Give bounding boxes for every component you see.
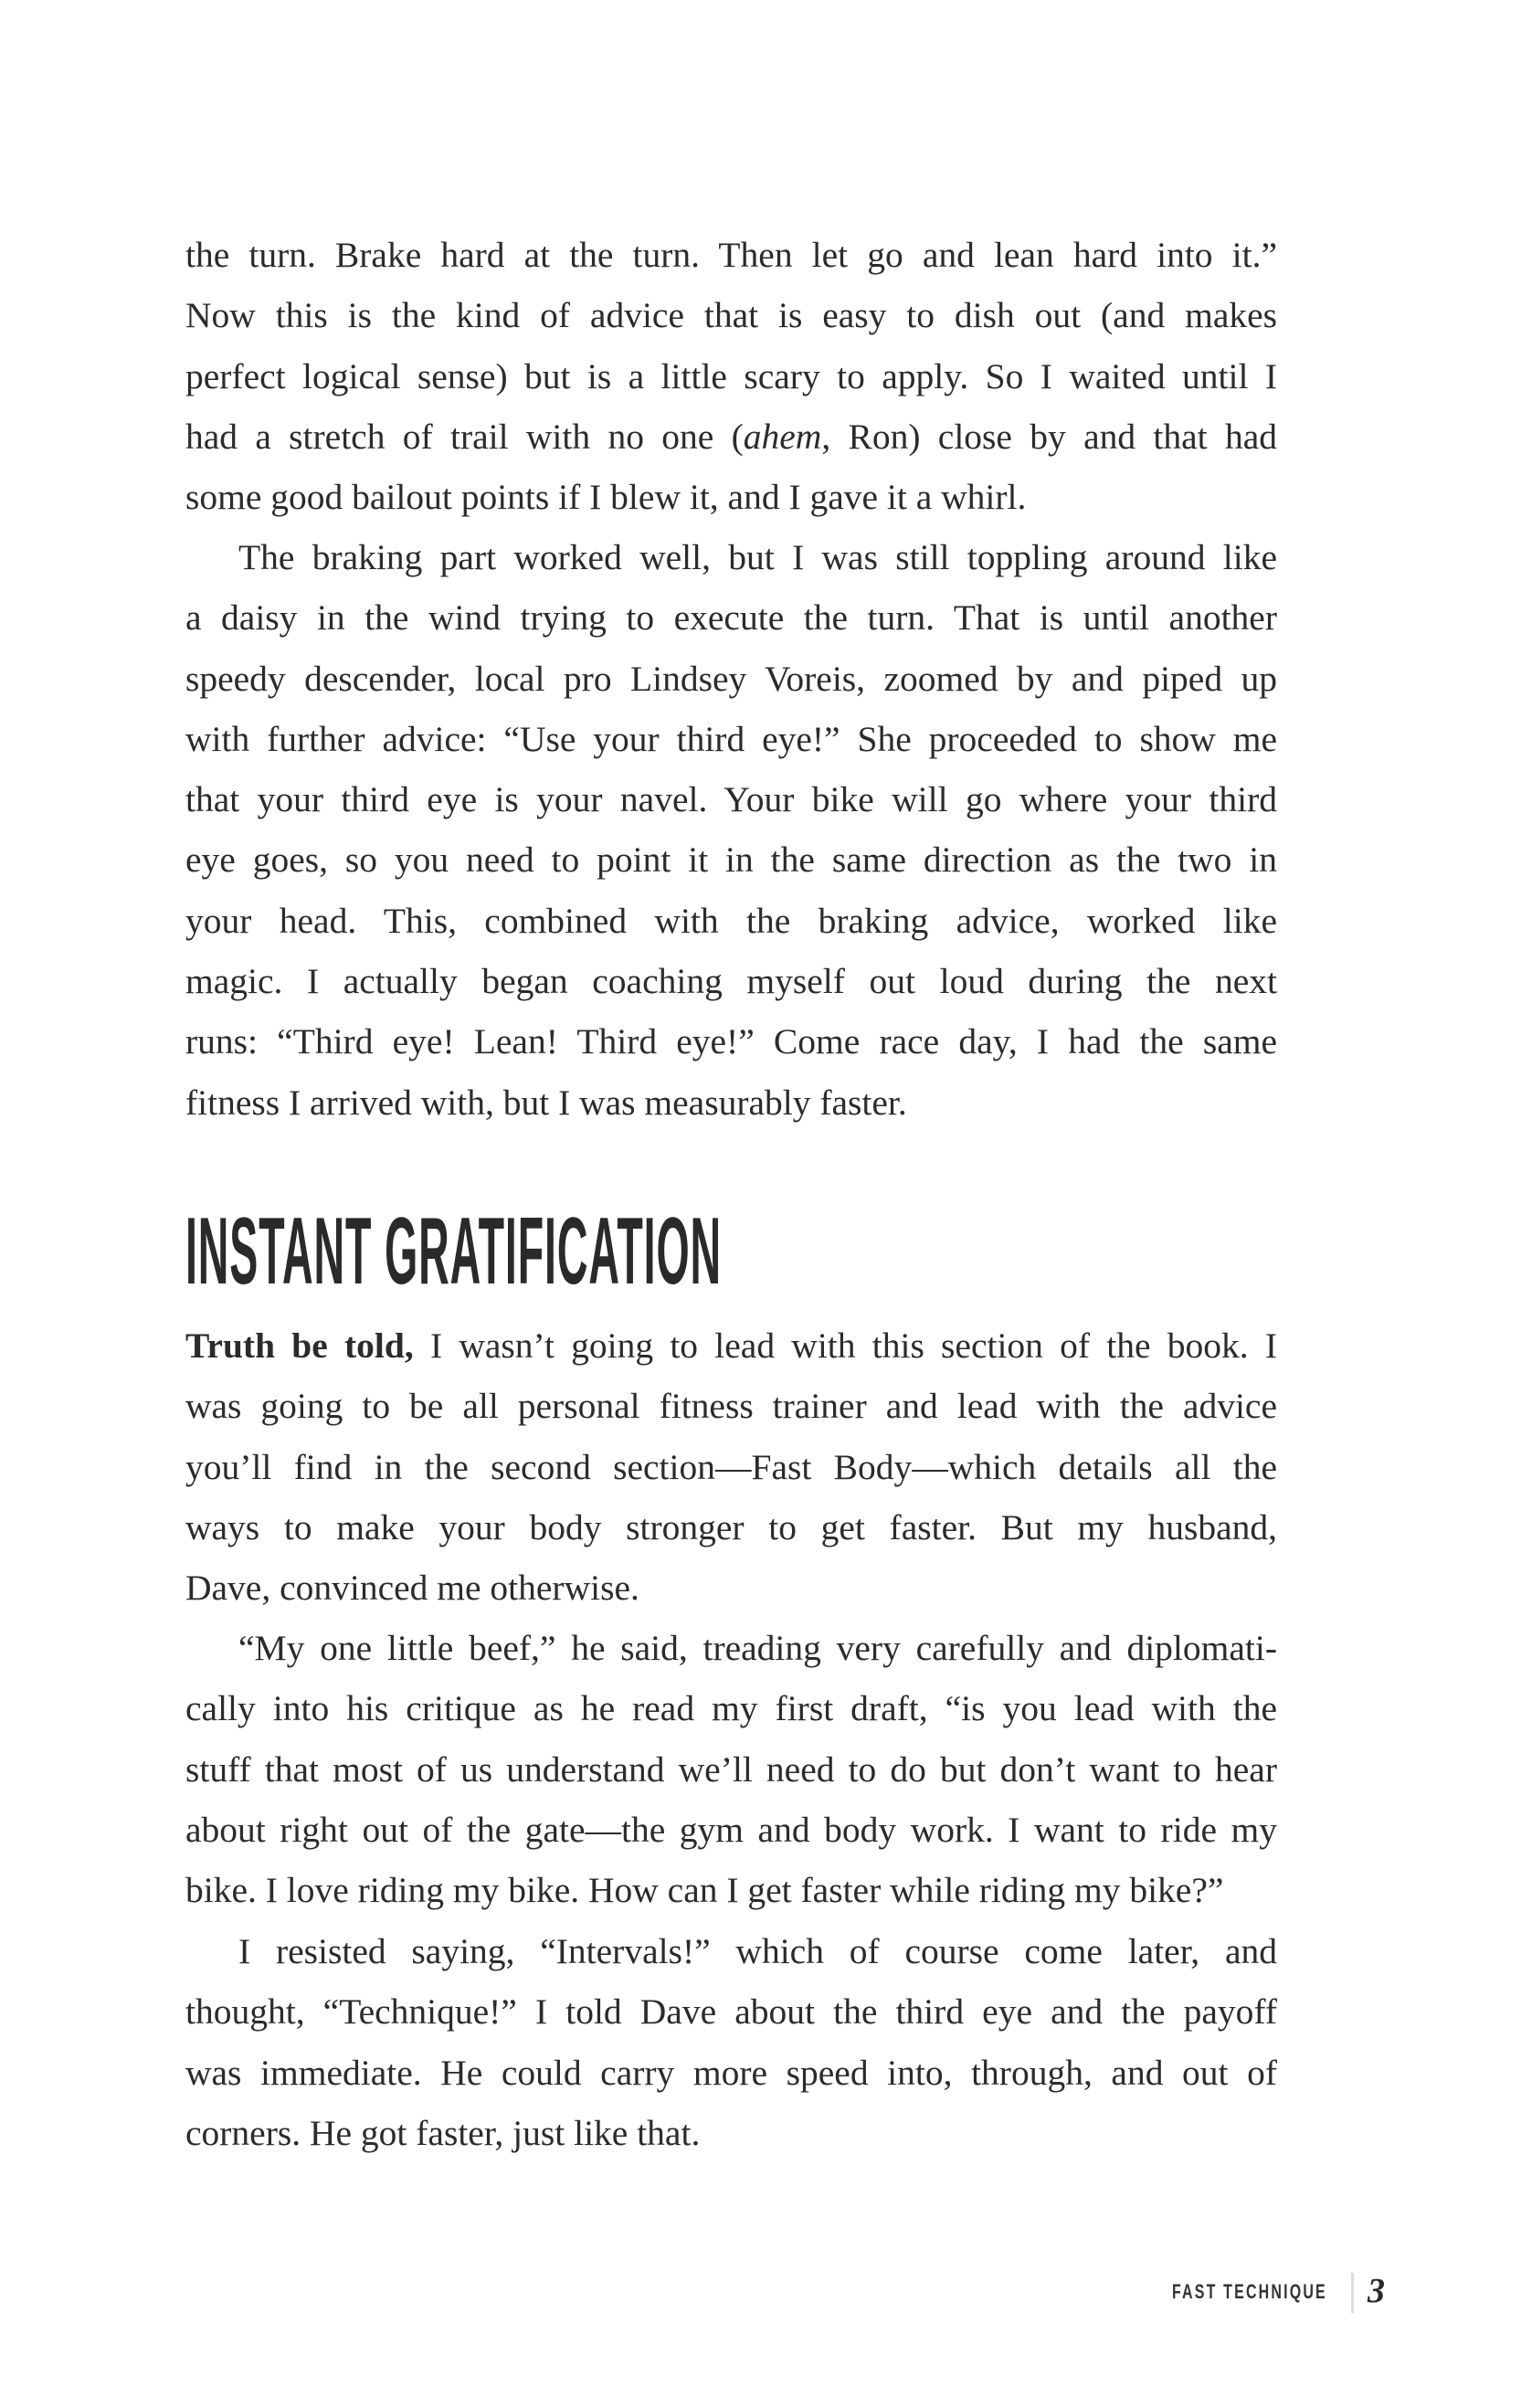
- text-run: some good bailout points if I blew it, and I gave it a whirl.: [185, 477, 1027, 518]
- text-run: bike. I love riding my bike. How can I get faster while riding my bike?”: [185, 1870, 1224, 1911]
- text-line: [185, 527, 1277, 587]
- text-run: , Ron) close by and that had: [821, 416, 1277, 457]
- body-paragraph: [185, 1315, 1277, 1618]
- text-line: [185, 1800, 1277, 1860]
- body-paragraph: [185, 527, 1277, 1133]
- text-line: [185, 1558, 1277, 1618]
- text-run: about right out of the gate—the gym and body work. I want to ride my: [185, 1809, 1277, 1850]
- text-line: [185, 1011, 1277, 1072]
- text-run: Dave, convinced me otherwise.: [185, 1568, 639, 1609]
- text-run: was immediate. He could carry more speed into, through, and out of: [185, 2052, 1277, 2093]
- text-line: [185, 407, 1277, 467]
- section-heading: INSTANT GRATIFICATION: [185, 1199, 722, 1304]
- footer-divider: [1351, 2273, 1354, 2313]
- body-paragraph: [185, 225, 1277, 527]
- text-run: “My one little beef,” he said, treading very carefully and diplomati-: [238, 1628, 1277, 1668]
- text-run: The braking part worked well, but I was still toppling around like: [238, 537, 1277, 577]
- text-line: [185, 891, 1277, 951]
- text-run: you’ll find in the second section—Fast Body—which details all the: [185, 1446, 1277, 1487]
- text-run: was going to be all personal fitness trainer and lead with the advice: [185, 1386, 1277, 1427]
- text-line: [185, 829, 1277, 890]
- text-line: [185, 1376, 1277, 1436]
- text-run: thought, “Technique!” I told Dave about the third eye and the payoff: [185, 1991, 1277, 2033]
- text-run: cally into his critique as he read my first draft, “is you lead with the: [185, 1688, 1277, 1729]
- text-run: ways to make your body stronger to get faster. But my husband,: [185, 1506, 1277, 1547]
- text-run: magic. I actually began coaching myself out loud during the next: [185, 961, 1277, 1002]
- text-line: [185, 1739, 1277, 1800]
- text-line: [185, 587, 1277, 648]
- text-line: [185, 1497, 1277, 1558]
- italic-text: ahem: [743, 416, 822, 457]
- text-line: [185, 951, 1277, 1011]
- text-run: runs: “Third eye! Lean! Third eye!” Come race day, I had the same: [185, 1021, 1277, 1062]
- text-run: a daisy in the wind trying to execute the turn. That is until another: [185, 597, 1277, 639]
- text-run: fitness I arrived with, but I was measurably faster.: [185, 1082, 907, 1123]
- text-run: perfect logical sense) but is a little scary to apply. So I waited until I: [185, 355, 1277, 396]
- text-line: [185, 1618, 1277, 1678]
- text-line: [185, 769, 1277, 829]
- text-line: [185, 1981, 1277, 2042]
- running-footer-title: FAST TECHNIQUE: [1171, 2280, 1327, 2303]
- body-paragraph: [185, 1921, 1277, 2163]
- text-line: [185, 2103, 1277, 2163]
- text-line: [185, 225, 1277, 285]
- text-line: [185, 649, 1277, 709]
- text-run: that your third eye is your navel. Your bike will go where your third: [185, 779, 1277, 820]
- text-run: I wasn’t going to lead with this section of the book. I: [413, 1325, 1278, 1366]
- text-line: [185, 1921, 1277, 1981]
- text-line: [185, 285, 1277, 345]
- text-run: with further advice: “Use your third eye!” She proceeded to show me: [185, 718, 1277, 759]
- text-run: had a stretch of trail with no one (: [185, 416, 744, 457]
- text-run: stuff that most of us understand we’ll need to do but don’t want to hear: [185, 1748, 1277, 1790]
- text-run: eye goes, so you need to point it in the same direction as the two in: [185, 840, 1277, 881]
- bold-run-in: Truth be told,: [185, 1325, 414, 1366]
- text-run: speedy descender, local pro Lindsey Voreis, zoomed by and piped up: [185, 658, 1277, 699]
- text-line: [185, 709, 1277, 769]
- text-line: [185, 346, 1277, 407]
- text-run: your head. This, combined with the braking advice, worked like: [185, 900, 1277, 941]
- text-run: I resisted saying, “Intervals!” which of course come later, and: [238, 1931, 1277, 1971]
- text-run: the turn. Brake hard at the turn. Then let go and lean hard into it.”: [185, 235, 1277, 275]
- body-paragraph: [185, 1618, 1277, 1920]
- text-line: [185, 467, 1277, 527]
- page-number: 3: [1368, 2272, 1385, 2310]
- text-run: Now this is the kind of advice that is easy to dish out (and makes: [185, 295, 1277, 336]
- text-line: [185, 1860, 1277, 1920]
- text-line: [185, 1072, 1277, 1133]
- text-line: [185, 1437, 1277, 1497]
- text-line: [185, 1315, 1277, 1376]
- text-run: corners. He got faster, just like that.: [185, 2112, 701, 2153]
- text-line: [185, 1678, 1277, 1738]
- text-line: [185, 2043, 1277, 2103]
